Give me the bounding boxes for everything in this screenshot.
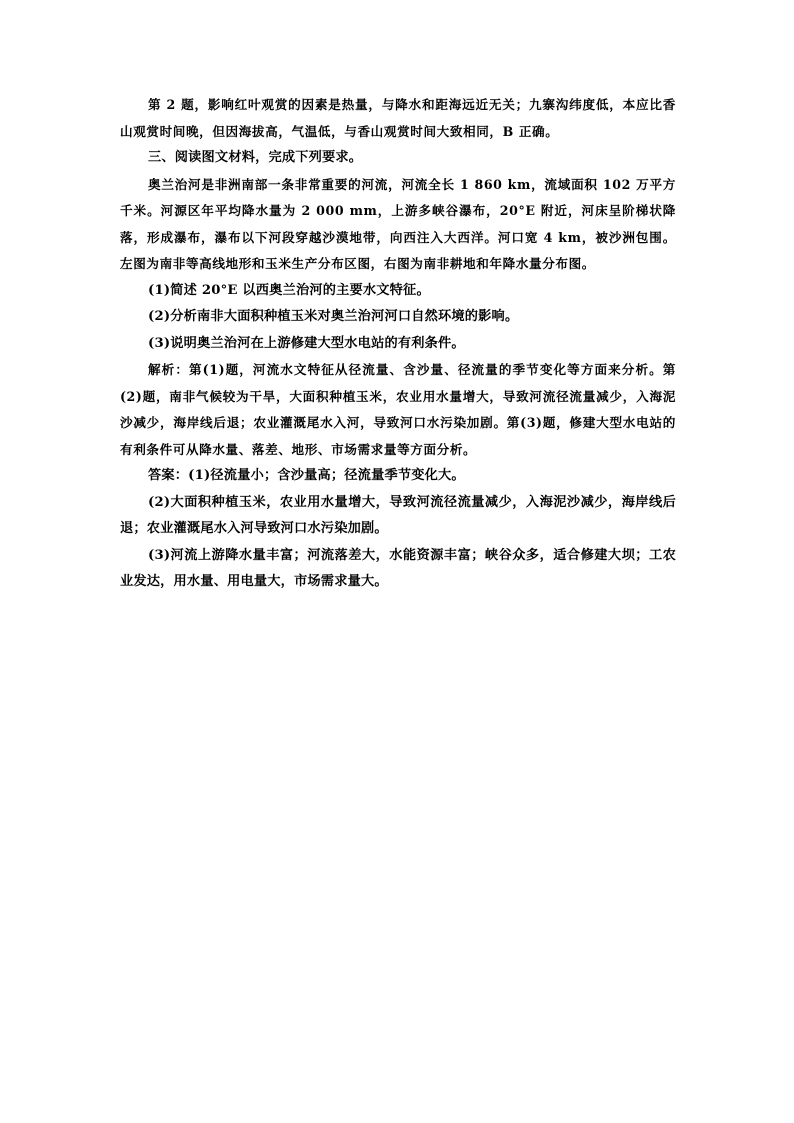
answer-2: (2)大面积种植玉米，农业用水量增大，导致河流径流量减少，入海泥沙减少，海岸线后退；农业灌溉尾水入河导致河口水污染加剧。: [120, 494, 676, 536]
answer-1: 答案：(1)径流量小；含沙量高；径流量季节变化大。: [148, 468, 465, 483]
question-2: (2)分析南非大面积种植玉米对奥兰治河河口自然环境的影响。: [148, 309, 519, 324]
question-3: (3)说明奥兰治河在上游修建大型水电站的有利条件。: [148, 335, 465, 351]
paragraph-orange-river-material: 奥兰治河是非洲南部一条非常重要的河流，河流全长 1 860 km，流域面积 102 万平方千米。河源区年平均降水量为 2 000 mm，上游多峡谷瀑布，20°E 附近，河床呈阶梯状降落，形成瀑布，瀑布以下河段穿越沙漠地带，向西注入大西洋。河口宽 4 km，被沙洲包围。左图为南非等高线地形和玉米生产分布区图，右图为南非耕地和年降水量分布图。: [120, 176, 676, 271]
analysis-paragraph: 解析：第(1)题，河流水文特征从径流量、含沙量、径流量的季节变化等方面来分析。第(2)题，南非气候较为干旱，大面积种植玉米，农业用水量增大，导致河流径流量减少，入海泥沙减少，海岸线后退；农业灌溉尾水入河，导致河口水污染加剧。第(3)题，修建大型水电站的有利条件可从降水量、落差、地形、市场需求量等方面分析。: [120, 362, 676, 457]
paragraph-question-2-explanation: 第 2 题，影响红叶观赏的因素是热量，与降水和距海远近无关；九寨沟纬度低，本应比香山观赏时间晚，但因海拔高，气温低，与香山观赏时间大致相同，B 正确。: [120, 97, 676, 139]
section-heading-three: 三、阅读图文材料，完成下列要求。: [148, 150, 363, 165]
document-body: [120, 92, 676, 596]
answer-3: (3)河流上游降水量丰富；河流落差大，水能资源丰富；峡谷众多，适合修建大坝；工农业发达，用水量、用电量大，市场需求量大。: [120, 547, 676, 589]
question-1: (1)简述 20°E 以西奥兰治河的主要水文特征。: [148, 282, 430, 298]
